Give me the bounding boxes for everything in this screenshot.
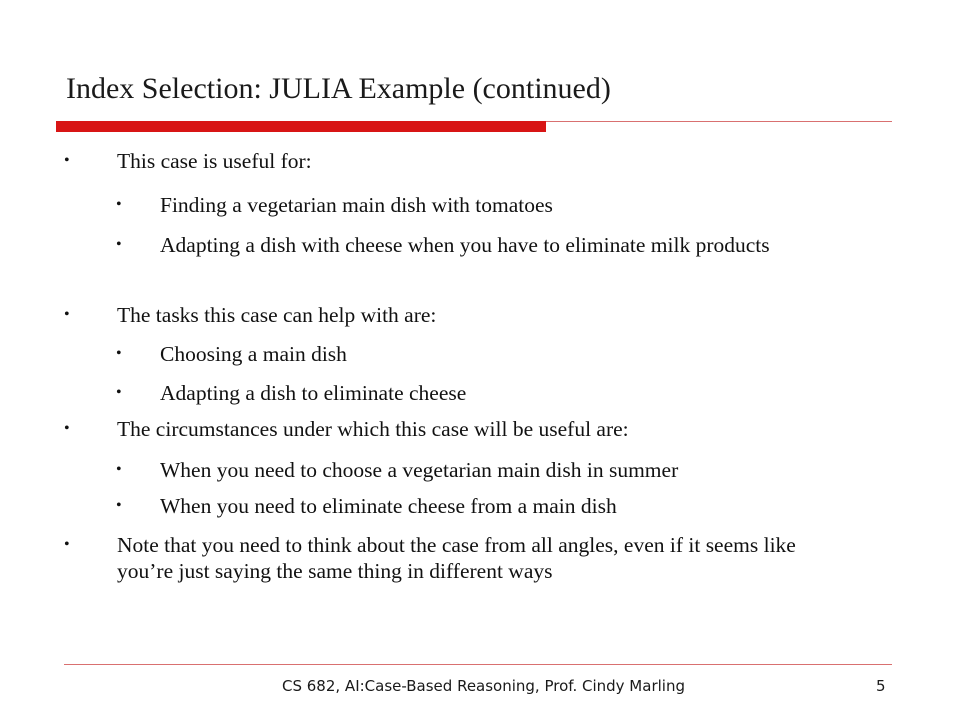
- bullet-marker: •: [116, 196, 122, 213]
- bullet-text: Adapting a dish to eliminate cheese: [160, 381, 467, 405]
- bullet-marker: •: [64, 420, 70, 437]
- bullet-text: Note that you need to think about the case from all angles, even if it seems like you’re just saying the same thing in different ways: [117, 533, 796, 583]
- bullet-marker: •: [116, 345, 122, 362]
- bullet-text: When you need to eliminate cheese from a main dish: [160, 494, 617, 518]
- footer-divider-line: [64, 664, 892, 665]
- bullet-marker: •: [64, 536, 70, 553]
- bullet-marker: •: [116, 236, 122, 253]
- bullet-text: When you need to choose a vegetarian main dish in summer: [160, 458, 679, 482]
- bullet-text: Choosing a main dish: [160, 342, 347, 366]
- bullet-marker: •: [116, 384, 122, 401]
- bullet-text: The tasks this case can help with are:: [117, 303, 437, 327]
- bullet-marker: •: [116, 461, 122, 478]
- title-accent-bar: [56, 121, 546, 132]
- page-number: 5: [876, 677, 886, 695]
- bullet-marker: •: [64, 306, 70, 323]
- bullet-marker: •: [116, 497, 122, 514]
- bullet-text: The circumstances under which this case will be useful are:: [117, 417, 629, 441]
- bullet-text: Finding a vegetarian main dish with tomatoes: [160, 193, 553, 217]
- bullet-text: This case is useful for:: [117, 149, 312, 173]
- bullet-marker: •: [64, 152, 70, 169]
- bullet-text: Adapting a dish with cheese when you have to eliminate milk products: [160, 233, 770, 257]
- slide-title: Index Selection: JULIA Example (continued): [66, 72, 611, 105]
- title-divider-line: [546, 121, 892, 122]
- footer-text: CS 682, AI:Case-Based Reasoning, Prof. Cindy Marling: [282, 677, 685, 695]
